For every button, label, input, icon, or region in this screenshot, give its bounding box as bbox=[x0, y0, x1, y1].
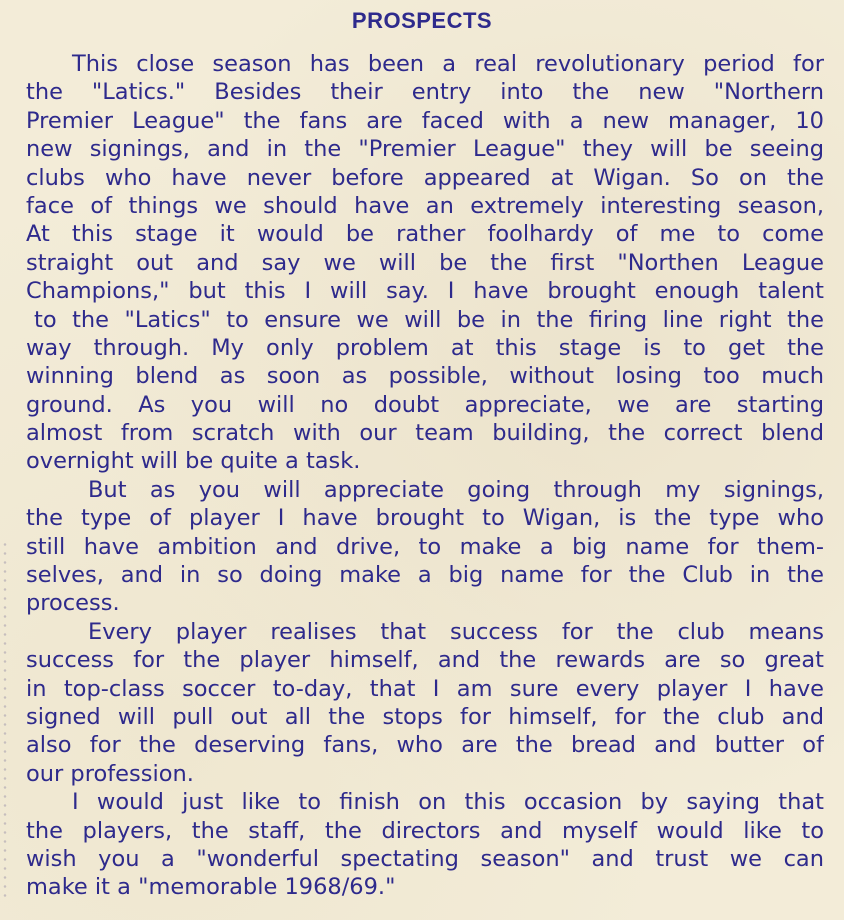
text-line: to the "Latics" to ensure we will be in the firing line right the bbox=[34, 306, 824, 333]
text-line: face of things we should have an extremely interesting season, bbox=[26, 192, 824, 219]
text-line: But as you will appreciate going through my signings, bbox=[88, 476, 824, 503]
text-line: the "Latics." Besides their entry into the new "Northern bbox=[26, 79, 824, 106]
text-line: way through. My only problem at this stage is to get the bbox=[26, 334, 824, 361]
text-line: success for the player himself, and the rewards are so great bbox=[26, 647, 824, 674]
text-line: At this stage it would be rather foolhardy of me to come bbox=[26, 221, 824, 248]
page-edge-perforation bbox=[2, 540, 8, 900]
text-line: straight out and say we will be the first "Northen League bbox=[26, 249, 824, 276]
text-line: Champions," but this I will say. I have brought enough talent bbox=[26, 278, 824, 305]
text-line: I would just like to finish on this occasion by saying that bbox=[72, 789, 824, 816]
text-line: still have ambition and drive, to make a big name for them- bbox=[26, 533, 824, 560]
text-line: in top-class soccer to-day, that I am sure every player I have bbox=[26, 675, 824, 702]
text-line: clubs who have never before appeared at Wigan. So on the bbox=[26, 164, 824, 191]
text-line: our profession. bbox=[26, 760, 194, 787]
article-body bbox=[26, 50, 824, 902]
article-title: PROSPECTS bbox=[351, 8, 493, 33]
text-line: Premier League" the fans are faced with a new manager, 10 bbox=[26, 107, 824, 134]
text-line: This close season has been a real revolutionary period for bbox=[72, 51, 824, 77]
text-line: Every player realises that success for the club means bbox=[88, 618, 824, 645]
text-line: new signings, and in the "Premier League" they will be seeing bbox=[26, 136, 824, 163]
text-line: process. bbox=[26, 590, 120, 617]
text-line: ground. As you will no doubt appreciate, we are starting bbox=[26, 391, 824, 418]
text-line: wish you a "wonderful spectating season" and trust we can bbox=[26, 845, 824, 872]
text-line: also for the deserving fans, who are the bread and butter of bbox=[26, 732, 824, 759]
text-line: signed will pull out all the stops for himself, for the club and bbox=[26, 703, 824, 730]
text-line: selves, and in so doing make a big name for the Club in the bbox=[26, 562, 824, 589]
text-line: the type of player I have brought to Wigan, is the type who bbox=[26, 505, 824, 532]
text-line: overnight will be quite a task. bbox=[26, 448, 361, 475]
text-line: make it a "memorable 1968/69." bbox=[26, 874, 396, 901]
text-line: winning blend as soon as possible, without losing too much bbox=[26, 363, 824, 390]
text-line: the players, the staff, the directors and myself would like to bbox=[26, 817, 824, 844]
text-line: almost from scratch with our team building, the correct blend bbox=[26, 420, 824, 447]
